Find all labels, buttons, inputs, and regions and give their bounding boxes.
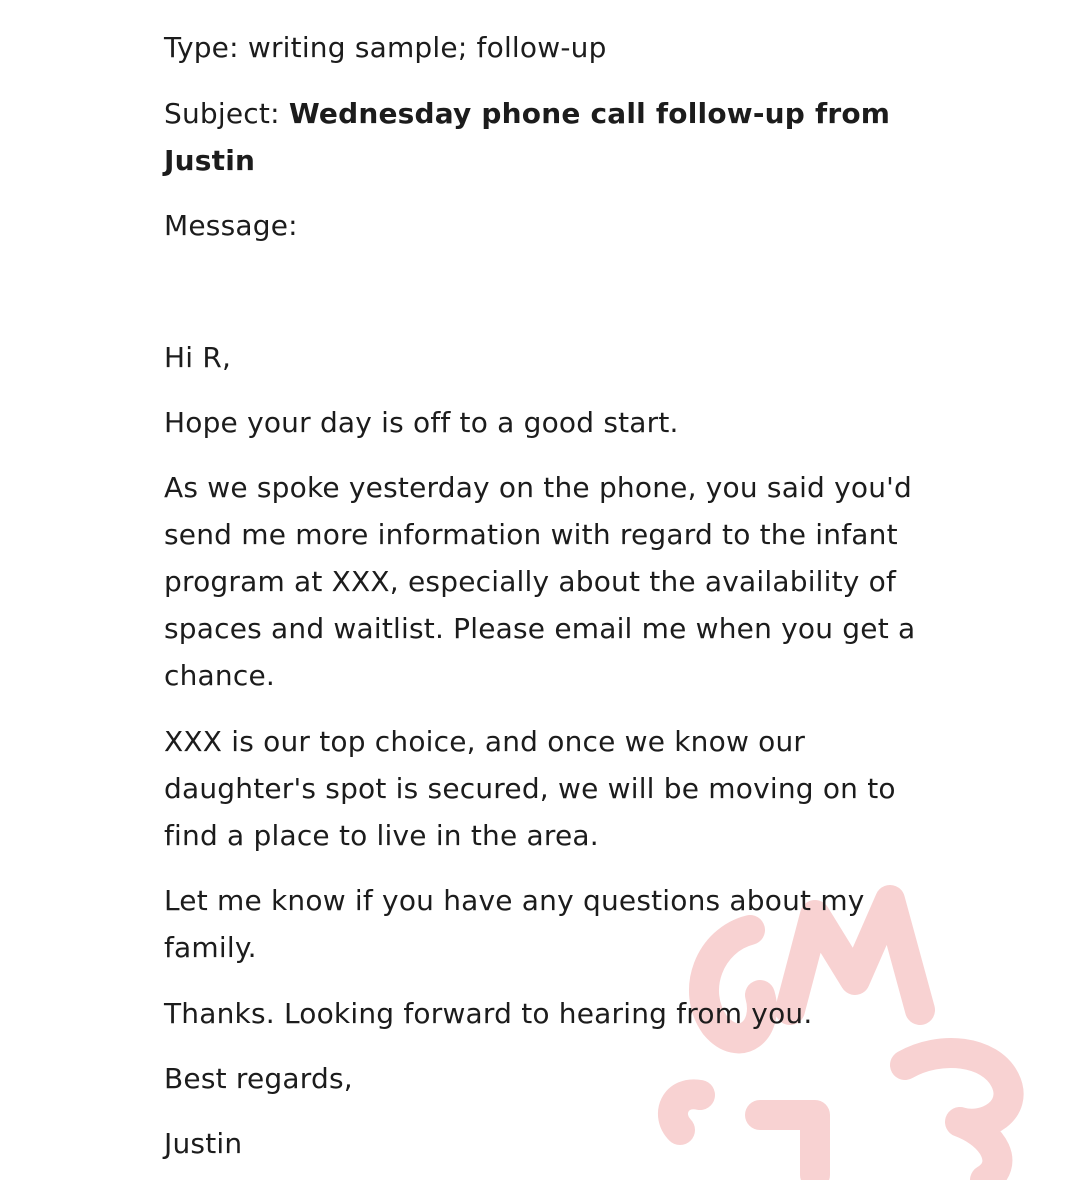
- paragraph-2-line-3: program at XXX, especially about the availability of: [164, 565, 897, 598]
- paragraph-2-line-4: spaces and waitlist. Please email me when you get a: [164, 612, 916, 645]
- paragraph-1: Hope your day is off to a good start.: [164, 406, 679, 439]
- paragraph-4-line-2: family.: [164, 931, 257, 964]
- paragraph-2-line-2: send me more information with regard to the infant: [164, 518, 898, 551]
- subject-label: Subject:: [164, 97, 289, 130]
- greeting: Hi R,: [164, 341, 232, 374]
- type-line: Type: writing sample; follow-up: [164, 31, 607, 64]
- paragraph-5: Thanks. Looking forward to hearing from you.: [164, 997, 813, 1030]
- subject-text: Wednesday phone call follow-up from: [288, 97, 891, 130]
- subject-line: [164, 97, 890, 131]
- paragraph-4-line-1: Let me know if you have any questions about my: [164, 884, 865, 917]
- paragraph-3-line-1: XXX is our top choice, and once we know our: [164, 725, 806, 758]
- message-label: Message:: [164, 209, 298, 242]
- signature: Justin: [164, 1127, 243, 1160]
- subject-text-continued: Justin: [164, 144, 256, 177]
- paragraph-3-line-3: find a place to live in the area.: [164, 819, 599, 852]
- closing: Best regards,: [164, 1062, 353, 1095]
- paragraph-3-line-2: daughter's spot is secured, we will be moving on to: [164, 772, 896, 805]
- paragraph-2-line-5: chance.: [164, 659, 275, 692]
- paragraph-2-line-1: As we spoke yesterday on the phone, you said you'd: [164, 471, 913, 504]
